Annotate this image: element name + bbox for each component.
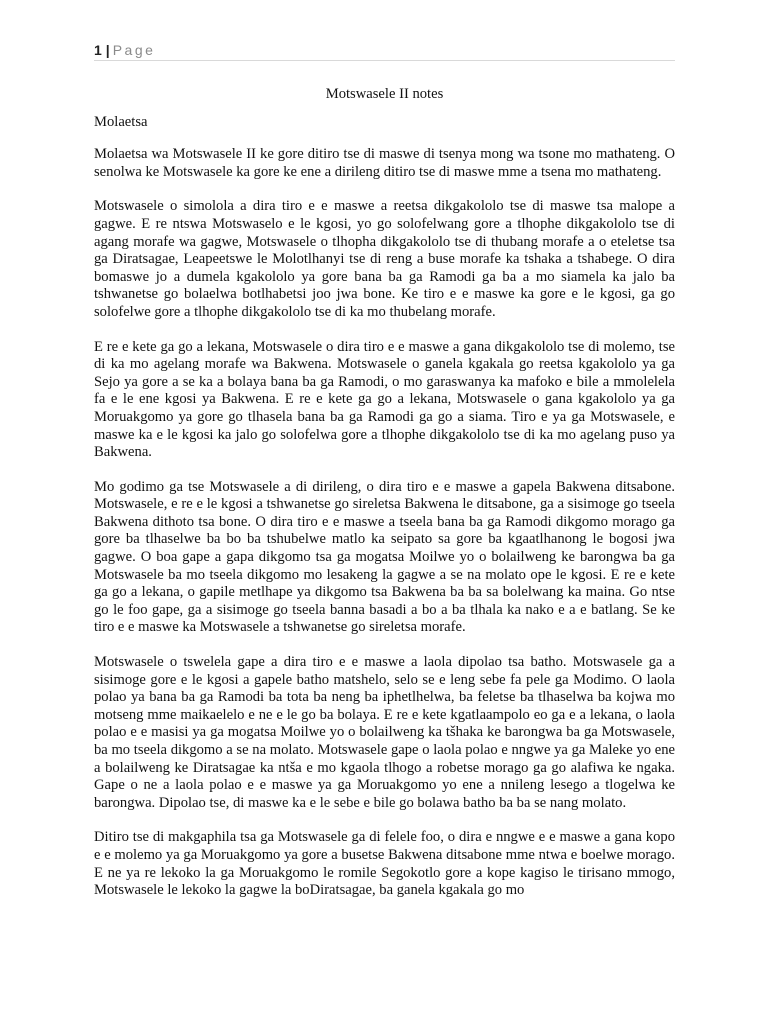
page-header — [94, 40, 675, 61]
page-label: Page — [112, 42, 156, 58]
paragraph-6: Ditiro tse di makgaphila tsa ga Motswasele ga di felele foo, o dira e nngwe e e maswe a gana kopo e e molemo ya ga Moruakgomo ya gore a busetse Bakwena ditsabone mme ntwa e boelwe morago. E ne ya re lekoko la ga Moruakgomo le romile Segokotlo gore a kope kagiso le tirisano mmogo, Motswasele le lekoko la gagwe la boDiratsagae, ba ganela kgakala go mo — [94, 829, 675, 899]
paragraph-1: Molaetsa wa Motswasele II ke gore ditiro tse di maswe di tsenya mong wa tsone mo mathateng. O senolwa ke Motswasele ka gore ke ene a dirileng ditiro tse di maswe mme a tsena mo mathateng. — [94, 146, 675, 180]
paragraph-5: Motswasele o tswelela gape a dira tiro e e maswe a laola dipolao tsa batho. Motswasele ga a sisimoge gore e le kgosi a gapele batho matshelo, selo se e leng sebe fa pele ga Modimo. O laola polao ya bana ba ga Ramodi ba tota ba neng ba iphetlhelwa, ba feletse ba tlhaselwa ba kojwa mo motseng mme maikaelelo e ne e le go ba bolaya. E re e kete kgatlaampolo eo ga e a lekana, o laola polao e e masisi ya ga mogatsa Moilwe yo o bolailweng ka tšhaka ke barongwa ba ga Motswasele, ba mo tseela dikgomo a se na molato. Motswasele gape o laola polao e nngwe ya ga Maleke yo ene a bolailweng ke Diratsagae ka ntša e mo kgaola tlhogo a robetse morago ga go alafiwa ke ngaka. Gape o ne a laola polao e e maswe ya ga Moruakgomo yo ene a nnileng lesego a tlogelwa ke barongwa. Dipolao tse, di maswe ka e le sebe e bile go bolawa batho ba ba se nang molato. — [94, 654, 675, 811]
document-body — [94, 86, 675, 917]
header-separator: | — [105, 42, 110, 58]
paragraph-3: E re e kete ga go a lekana, Motswasele o dira tiro e e maswe a gana dikgakololo tse di molemo, tse di ka mo agelang morafe wa Bakwena. Motswasele o ganela kgakala go reetsa kgakololo ya ga Sejo ya gore a se ka a bolaya bana ba ga Ramodi, o mo garaswanya ka mafoko e bile a mmolelela fa e le ene kgosi ya Bakwena. E re e kete ga go a lekana, Motswasele o gana kgakololo ya ga Moruakgomo ya gore go tlhasela bana ba ga Ramodi ga go a siama. Tiro e ya ga Motswasele, e maswe ka e le kgosi ka jalo go solofelwa gore a tlhophe dikgakololo tse di ka mo agelang puso ya Bakwena. — [94, 338, 675, 461]
document-title: Motswasele II notes — [325, 86, 444, 102]
paragraph-2: Motswasele o simolola a dira tiro e e maswe a reetsa dikgakololo tse di maswe tsa malope a gagwe. E re ntswa Motswaselo e le kgosi, yo go solofelwang gore a tlhophe dikgakololo tse di agang morafe wa gagwe, Motswasele o tlhopha dikgakololo tse di thubang morafe a o eteletse tsa ga Diratsagae, Leapeetswe le Molotlhanyi tse di reng a buse morafe ka tshaka a tshabege. O dira bomaswe jo a dumela kgakololo ya gore bana ba ga Ramodi ga ba a mo siamela ka jalo ba tshwanetse go bolaelwa botlhabetsi joo jwa bone. Ke tiro e e maswe ka gore e le kgosi, ga go solofelwe gore a tlhophe dikgakololo tse di ka mo thubelang morafe. — [94, 198, 675, 320]
page-number: 1 — [94, 42, 102, 58]
paragraph-4: Mo godimo ga tse Motswasele a di dirileng, o dira tiro e e maswe a gapela Bakwena ditsabone. Motswasele, e re e le kgosi a tshwanetse go sireletsa Bakwena le ditsabone, ga a sisimoge go tseela Bakwena dithoto tsa bone. O dira tiro e e maswe a tseela bana ba ga Ramodi dikgomo morago ga gore ba tlhaselwe ba bo ba tshubelwe matlo ka seipato sa gore ba kgaatlhanong le bogosi jwa gagwe. O boa gape a gapa dikgomo tsa ga mogatsa Moilwe yo o bolailweng ke barongwa ba ga Motswasele ba mo tseela dikgomo mo lesakeng la gagwe a se na molato ope le kgosi. E re e kete ga go a lekana, o gapile metlhape ya dikgomo tsa Bakwena ba ba sa bolelwang ka maina. Go ntse go le foo gape, ga a sisimoge go tseela banna basadi a bo a ba tlhala ka nako e a e batlang. Se ke tiro e e maswe ka Motswasele a tshwanetse go sireletsa morafe. — [94, 478, 675, 636]
section-heading: Molaetsa — [94, 113, 148, 130]
